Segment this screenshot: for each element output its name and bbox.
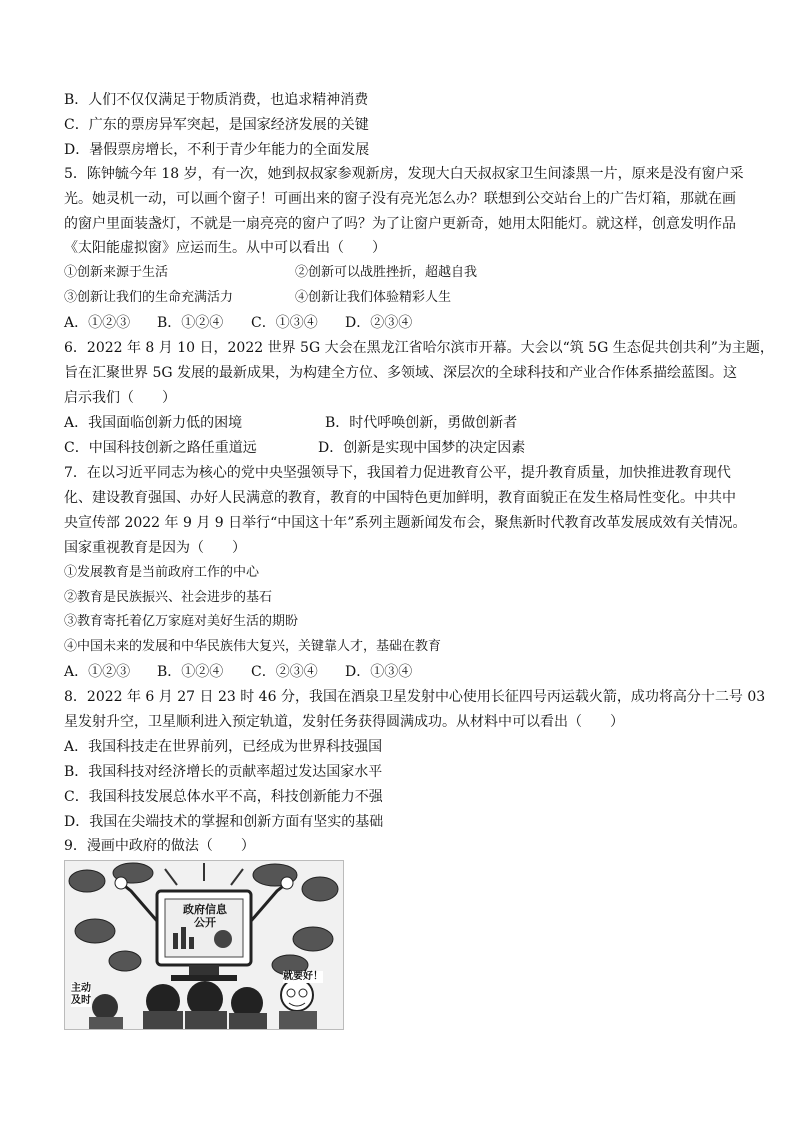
- q7-stem-line-2: 化、建设教育强国、办好人民满意的教育，教育的中国特色更加鲜明，教育面貌正在发生格局性变化。中共中: [64, 490, 736, 506]
- q5-option-d: D．②③④: [345, 315, 413, 331]
- cartoon-drawing: [65, 861, 343, 1029]
- q5-stem-line-4: 《太阳能虚拟窗》应运而生。从中可以看出（ ）: [64, 240, 386, 256]
- q7-statement-3: ③教育寄托着亿万家庭对美好生活的期盼: [64, 614, 299, 629]
- q5-stem-line-3: 的窗户里面装盏灯，不就是一扇亮亮的窗户了吗？为了让窗户更新奇，她用太阳能灯。就这样，创意发明作品: [64, 216, 736, 232]
- cartoon-caption-right: 就要好！: [283, 971, 323, 982]
- q5-statement-2: ②创新可以战胜挫折，超越自我: [295, 265, 478, 280]
- q8-option-b: B．我国科技对经济增长的贡献率超过发达国家水平: [64, 764, 383, 780]
- q5-statement-3: ③创新让我们的生命充满活力: [64, 290, 234, 305]
- q8-stem-line-1: 8．2022 年 6 月 27 日 23 时 46 分，我国在酒泉卫星发射中心使用长征四号丙运载火箭，成功将高分十二号 03: [64, 689, 766, 705]
- cartoon-caption-left-2: 及时: [71, 995, 91, 1006]
- q5-stem-line-1: 5．陈钟毓今年 18 岁，有一次，她到叔叔家参观新房，发现大白天叔叔家卫生间漆黑一片，原来是没有窗户采: [64, 166, 744, 182]
- q7-option-d: D．①③④: [345, 664, 413, 680]
- q4-option-d: D．暑假票房增长，不利于青少年能力的全面发展: [64, 142, 370, 158]
- q7-option-b: B．①②④: [157, 664, 224, 680]
- q5-option-a: A．①②③: [64, 315, 131, 331]
- q5-statement-1: ①创新来源于生活: [64, 265, 169, 280]
- q4-option-c: C．广东的票房异军突起，是国家经济发展的关键: [64, 117, 369, 133]
- q7-statement-2: ②教育是民族振兴、社会进步的基石: [64, 590, 273, 605]
- q6-option-c: C．中国科技创新之路任重道远: [64, 440, 257, 456]
- q6-option-b: B．时代呼唤创新，勇做创新者: [325, 415, 518, 431]
- q5-stem-line-2: 光。她灵机一动，可以画个窗子！可画出来的窗子没有亮光怎么办？联想到公交站台上的广告灯箱，那就在画: [64, 191, 736, 207]
- q8-stem-line-2: 星发射升空，卫星顺利进入预定轨道，发射任务获得圆满成功。从材料中可以看出（ ）: [64, 714, 624, 730]
- q6-option-a: A．我国面临创新力低的困境: [64, 415, 243, 431]
- q8-option-a: A．我国科技走在世界前列，已经成为世界科技强国: [64, 739, 383, 755]
- q9-stem: 9．漫画中政府的做法（ ）: [64, 838, 255, 854]
- q7-statement-1: ①发展教育是当前政府工作的中心: [64, 565, 260, 580]
- q5-option-b: B．①②④: [157, 315, 224, 331]
- q6-option-d: D．创新是实现中国梦的决定因素: [318, 440, 526, 456]
- sign-title-line-1: 政府信息: [183, 903, 227, 916]
- sign-title-line-2: 公开: [194, 916, 216, 929]
- q7-stem-line-4: 国家重视教育是因为（ ）: [64, 540, 246, 556]
- q6-stem-line-3: 启示我们（ ）: [64, 390, 176, 406]
- q4-option-b: B．人们不仅仅满足于物质消费，也追求精神消费: [64, 92, 369, 108]
- q5-option-c: C．①③④: [251, 315, 318, 331]
- cartoon-caption-left-1: 主动: [71, 983, 91, 994]
- q5-statement-4: ④创新让我们体验精彩人生: [295, 290, 452, 305]
- q8-option-d: D．我国在尖端技术的掌握和创新方面有坚实的基础: [64, 814, 384, 830]
- q7-option-a: A．①②③: [64, 664, 131, 680]
- q6-stem-line-2: 旨在汇聚世界 5G 发展的最新成果，为构建全方位、多领域、深层次的全球科技和产业合作体系描绘蓝图。这: [64, 365, 737, 381]
- q7-stem-line-3: 央宣传部 2022 年 9 月 9 日举行“中国这十年”系列主题新闻发布会，聚焦新时代教育改革发展成效有关情况。: [64, 515, 747, 531]
- q7-stem-line-1: 7．在以习近平同志为核心的党中央坚强领导下，我国着力促进教育公平，提升教育质量，加快推进教育现代: [64, 465, 731, 481]
- government-info-cartoon: [64, 860, 344, 1030]
- q6-stem-line-1: 6．2022 年 8 月 10 日，2022 世界 5G 大会在黑龙江省哈尔滨市开幕。大会以“筑 5G 生态促共创共利”为主题，: [64, 340, 774, 356]
- q7-option-c: C．②③④: [251, 664, 318, 680]
- q7-statement-4: ④中国未来的发展和中华民族伟大复兴，关键靠人才，基础在教育: [64, 639, 442, 654]
- q8-option-c: C．我国科技发展总体水平不高，科技创新能力不强: [64, 789, 383, 805]
